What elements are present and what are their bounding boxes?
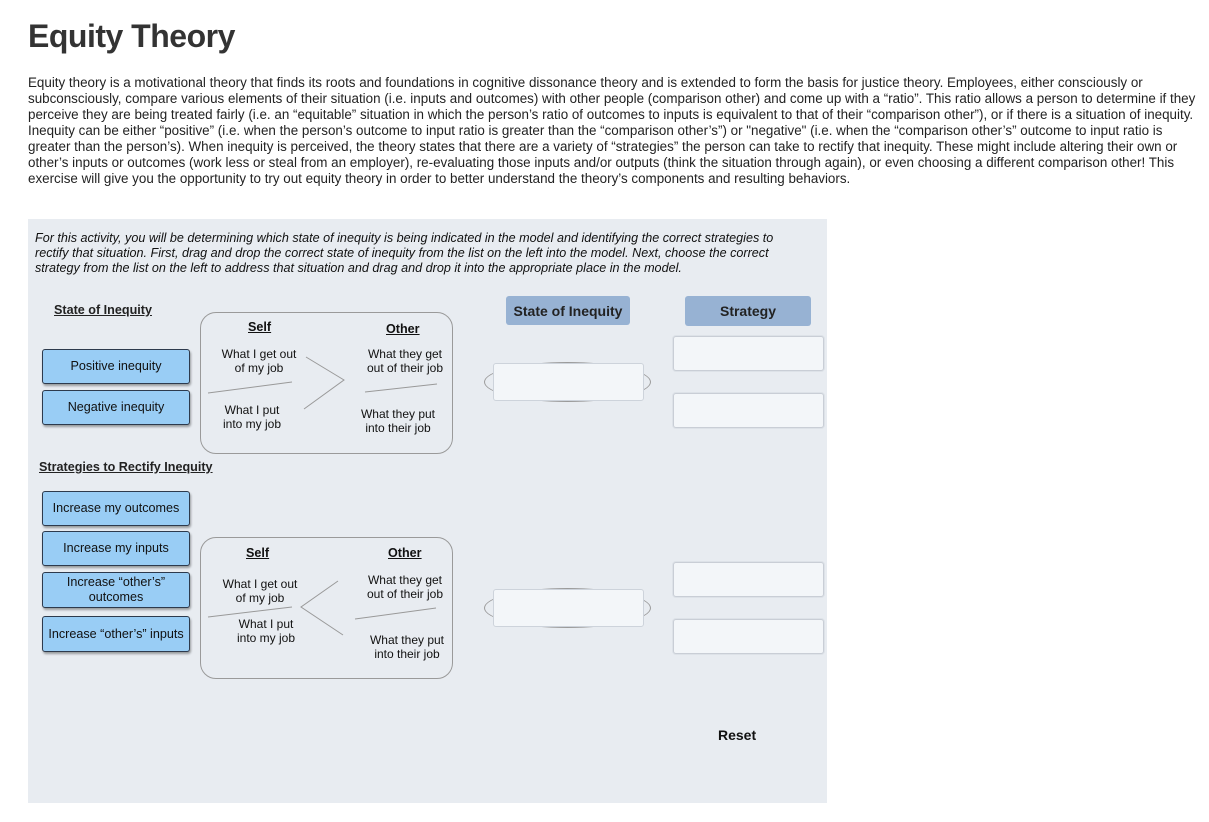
model-2-other-input: What they put into their job — [369, 633, 445, 661]
drag-increase-others-inputs[interactable]: Increase “other’s” inputs — [42, 616, 190, 652]
model-2-strategy-drop-zone-1[interactable] — [673, 562, 824, 597]
drag-increase-others-outcomes[interactable]: Increase “other’s” outcomes — [42, 572, 190, 608]
drag-increase-my-inputs[interactable]: Increase my inputs — [42, 531, 190, 566]
model-2-strategy-drop-zone-2[interactable] — [673, 619, 824, 654]
model-2-self-heading: Self — [246, 546, 270, 560]
drag-negative-inequity[interactable]: Negative inequity — [42, 390, 190, 425]
model-1-self-outcome: What I get out of my job — [221, 347, 297, 375]
activity-panel — [28, 219, 827, 803]
model-1-other-input: What they put into their job — [360, 407, 436, 435]
activity-instructions: For this activity, you will be determining which state of inequity is being indicated in the model and identifying the correct strategies to rectify that situation. First, drag and drop the correct state of inequity from the list on the left into the model. Next, choose the correct strategy from the list on the left to address that situation and drag and drop it into the appropriate place in the model. — [35, 231, 774, 275]
page-title: Equity Theory — [28, 18, 235, 54]
model-2-state-drop-zone[interactable] — [493, 589, 644, 627]
model-1-other-heading: Other — [386, 322, 420, 336]
model-2-other-heading: Other — [388, 546, 422, 560]
model-2-self-outcome: What I get out of my job — [222, 577, 298, 605]
drag-increase-my-outcomes[interactable]: Increase my outcomes — [42, 491, 190, 526]
model-2-self-input: What I put into my job — [236, 617, 296, 645]
less-than-symbol — [301, 581, 343, 635]
state-of-inequity-column-header: State of Inequity — [506, 296, 630, 325]
reset-button[interactable]: Reset — [718, 727, 757, 743]
model-1-other-outcome: What they get out of their job — [366, 347, 444, 375]
strategies-heading: Strategies to Rectify Inequity — [39, 460, 213, 474]
strategy-column-header: Strategy — [685, 296, 811, 326]
model-2-diagram-lines — [28, 219, 827, 803]
model-2-other-outcome: What they get out of their job — [366, 573, 444, 601]
drag-positive-inequity[interactable]: Positive inequity — [42, 349, 190, 384]
model-1-self-input: What I put into my job — [222, 403, 282, 431]
intro-paragraph: Equity theory is a motivational theory that finds its roots and foundations in cognitive dissonance theory and is extended to form the basis for justice theory. Employees, either consciously or subconsciously, compare various elements of their situation (i.e. inputs and outcomes) with other people (comparison other) and come up with a “ratio”. This ratio allows a person to determine if they perceive they are being treated fairly (i.e. an “equitable” situation in which the person’s ratio of outcomes to inputs is equivalent to that of their “comparison other”), or if there is a situation of inequity. Inequity can be either “positive” (i.e. when the person’s outcome to input ratio is greater than the “comparison other’s”) or "negative" (i.e. when the “comparison other’s” outcome to input ratio is greater than the person’s). When inequity is perceived, the theory states that there are a variety of “strategies” the person can take to rectify that inequity. These might include altering their own or other’s inputs or outcomes (work less or steal from an employer), re-evaluating those inputs and/or outputs (think the situation through again), or even choosing a different comparison other! This exercise will give you the opportunity to try out equity theory in order to better understand the theory’s components and resulting behaviors. — [28, 75, 1196, 186]
model-1-self-heading: Self — [248, 320, 272, 334]
state-of-inequity-heading: State of Inequity — [54, 303, 152, 317]
